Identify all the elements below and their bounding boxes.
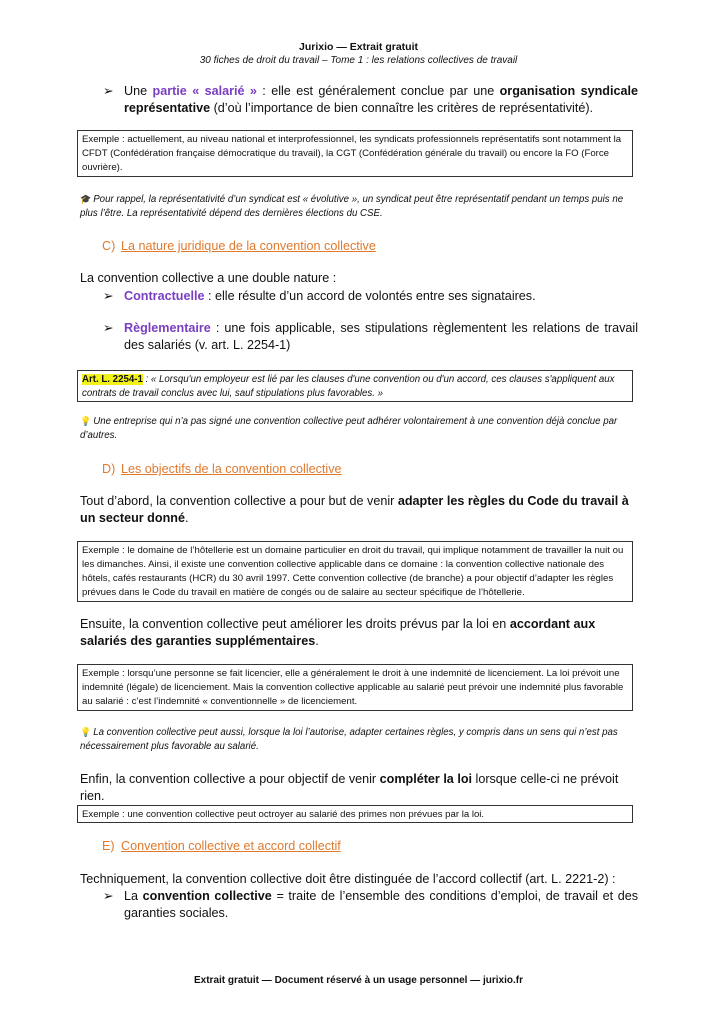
bullet-convention-collective: ➢ La convention collective = traite de l’ensemble des conditions d’emploi, de travail et des garanties sociales. (103, 889, 638, 920)
arrow-bullet-icon: ➢ (103, 84, 114, 98)
section-heading-e: E) Convention collective et accord collectif (102, 839, 341, 853)
partie-salarie-term: partie « salarié » (152, 84, 257, 98)
bullet-partie-salarie: ➢ Une partie « salarié » : elle est généralement conclue par une organisation syndicale représentative (d’où l’importance de bien connaître les critères de représentativité). (103, 84, 638, 115)
header-subtitle: 30 fiches de droit du travail – Tome 1 : les relations collectives de travail (199, 55, 518, 66)
example-box-hotellerie: Exemple : le domaine de l’hôtellerie est un domaine particulier en droit du travail, qui implique notamment de travailler la nuit ou les dimanches. Ainsi, il existe une convention collective applicable dans ce domaine : la convention collective nationale des hôtels, cafés restaurants (HCR) du 30 avril 1997. Cette convention collective (de branche) a pour objectif d’adapter les règles prévues dans le Code du travail en matière de congés ou de salaire au secteur spécifique de l’hôtellerie. (77, 541, 633, 602)
header-title: Jurixio — Extrait gratuit (298, 41, 419, 53)
example-box-primes: Exemple : une convention collective peut octroyer au salarié des primes non prévues par la loi. (77, 805, 633, 823)
arrow-bullet-icon: ➢ (103, 289, 114, 303)
arrow-bullet-icon: ➢ (103, 889, 114, 903)
article-box-l2254-1: Art. L. 2254-1 : « Lorsqu'un employeur est lié par les clauses d'une convention ou d'un accord, ces clauses s'appliquent aux contrats de travail conclus avec lui, sauf stipulations plus favorables. » (77, 370, 633, 402)
note-adapter-regles: 💡 La convention collective peut aussi, lorsque la loi l’autorise, adapter certaines règles, y compris dans un sens qui n’est pas nécessairement plus favorable au salarié. (80, 727, 618, 752)
objectif-ameliorer: Ensuite, la convention collective peut améliorer les droits prévus par la loi en accordant aux salariés des garanties supplémentaires. (80, 617, 596, 648)
distinction-intro: Techniquement, la convention collective doit être distinguée de l’accord collectif (art. L. 2221-2) : (80, 872, 616, 886)
objectif-adapter: Tout d’abord, la convention collective a pour but de venir adapter les règles du Code du travail à un secteur donné. (80, 494, 629, 525)
article-reference: Art. L. 2254-1 (82, 374, 143, 385)
graduation-cap-icon: 🎓 (80, 194, 92, 204)
example-box-syndicats: Exemple : actuellement, au niveau national et interprofessionnel, les syndicats professionnels représentatifs sont notamment la CFDT (Confédération française démocratique du travail), la CGT (Confédération générale du travail) ou encore la FO (Force ouvrière). (77, 130, 633, 177)
bullet-reglementaire: ➢ Règlementaire : une fois applicable, ses stipulations règlementent les relations de travail des salariés (v. art. L. 2254-1) (103, 321, 638, 352)
example-box-licenciement: Exemple : lorsqu’une personne se fait licencier, elle a généralement le droit à une indemnité de licenciement. La loi prévoit une indemnité (légale) de licenciement. Mais la convention collective applicable au salarié peut prévoir une indemnité plus favorable au salarié : c’est l’indemnité « conventionnelle » de licenciement. (77, 664, 633, 711)
double-nature-intro: La convention collective a une double nature : (80, 271, 337, 285)
section-heading-d: D) Les objectifs de la convention collective (102, 462, 342, 476)
organisation-syndicale-term: organisation syndicale représentative (124, 84, 638, 115)
note-representativite: 🎓 Pour rappel, la représentativité d’un syndicat est « évolutive », un syndicat peut être représentatif pendant un temps puis ne plus l’être. La représentativité dépend des dernières élections du CSE. (80, 194, 624, 219)
section-heading-c: C) La nature juridique de la convention collective (102, 239, 376, 253)
objectif-completer: Enfin, la convention collective a pour objectif de venir compléter la loi lorsque celle-ci ne prévoit rien. (80, 772, 619, 803)
arrow-bullet-icon: ➢ (103, 321, 114, 335)
note-adhesion: 💡 Une entreprise qui n’a pas signé une convention collective peut adhérer volontairement à une convention déjà conclue par d’autres. (80, 416, 618, 441)
lightbulb-icon: 💡 (80, 416, 92, 426)
page-footer: Extrait gratuit — Document réservé à un usage personnel — jurixio.fr (194, 975, 523, 986)
bullet-contractuelle: ➢ Contractuelle : elle résulte d’un accord de volontés entre ses signataires. (103, 289, 536, 303)
lightbulb-icon: 💡 (80, 727, 92, 737)
